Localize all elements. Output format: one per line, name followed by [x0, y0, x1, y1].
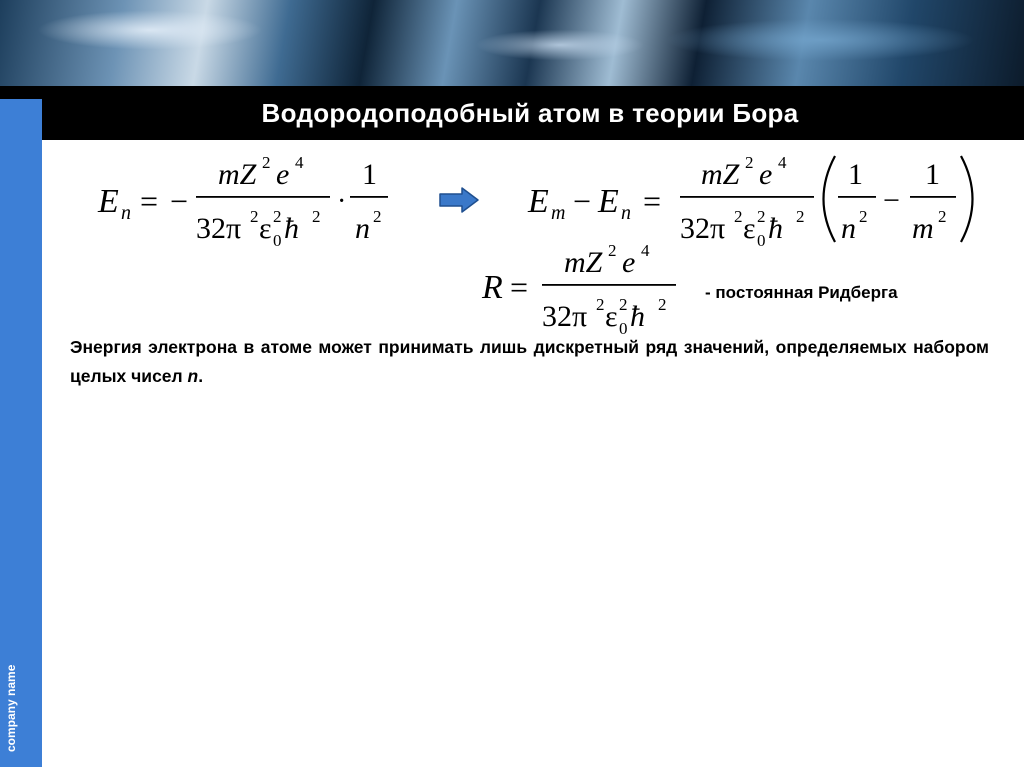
svg-text:2: 2 — [619, 295, 628, 314]
svg-text:1: 1 — [925, 158, 940, 191]
svg-text:4: 4 — [778, 153, 787, 172]
svg-text:m: m — [912, 212, 934, 245]
svg-text:=: = — [510, 269, 529, 305]
transition-energy-formula — [527, 153, 973, 250]
svg-text:ħ: ħ — [768, 212, 783, 245]
paragraph-text: Энергия электрона в атоме может принимать лишь дискретный ряд значений, определяемых набором целых чисел — [70, 337, 989, 386]
energy-description-paragraph — [70, 333, 989, 391]
svg-text:32π: 32π — [196, 212, 242, 245]
svg-text:E: E — [98, 183, 119, 220]
svg-text:−: − — [573, 183, 592, 219]
right-arrow-icon — [438, 186, 480, 219]
svg-text:2: 2 — [938, 207, 947, 226]
svg-text:R: R — [482, 269, 503, 306]
svg-text:1: 1 — [848, 158, 863, 191]
svg-text:ħ: ħ — [284, 212, 299, 245]
svg-text:0: 0 — [757, 231, 766, 250]
svg-text:2: 2 — [734, 207, 743, 226]
svg-text:2: 2 — [608, 241, 617, 260]
svg-text:2: 2 — [250, 207, 259, 226]
svg-text:n: n — [355, 212, 370, 245]
svg-text:ε: ε — [605, 300, 618, 333]
svg-text:2: 2 — [658, 295, 667, 314]
svg-text:e: e — [622, 246, 636, 279]
svg-text:4: 4 — [641, 241, 650, 260]
svg-text:4: 4 — [295, 153, 304, 172]
svg-text:mZ: mZ — [564, 246, 603, 279]
svg-text:32π: 32π — [680, 212, 726, 245]
rydberg-constant-label: - постоянная Ридберга — [705, 283, 898, 302]
svg-text:2: 2 — [757, 207, 766, 226]
company-name-label: company name — [4, 664, 18, 752]
svg-text:·: · — [337, 186, 347, 217]
svg-text:−: − — [170, 183, 189, 219]
svg-text:2: 2 — [312, 207, 321, 226]
svg-text:1: 1 — [362, 158, 377, 191]
svg-text:32π: 32π — [542, 300, 588, 333]
svg-text:n: n — [841, 212, 856, 245]
svg-text:2: 2 — [596, 295, 605, 314]
svg-text:ε: ε — [259, 212, 272, 245]
svg-text:2: 2 — [745, 153, 754, 172]
svg-text:−: − — [883, 184, 900, 217]
svg-text:2: 2 — [373, 207, 382, 226]
slide-title: Водородоподобный атом в теории Бора — [261, 98, 799, 128]
svg-text:2: 2 — [796, 207, 805, 226]
svg-text:mZ: mZ — [218, 158, 257, 191]
svg-text:mZ: mZ — [701, 158, 740, 191]
svg-text:E: E — [598, 183, 619, 220]
svg-text:2: 2 — [262, 153, 271, 172]
paragraph-end: . — [198, 366, 204, 386]
svg-text:ħ: ħ — [630, 300, 645, 333]
svg-text:=: = — [643, 183, 662, 219]
energy-level-formula — [97, 153, 388, 250]
svg-text:e: e — [276, 158, 290, 191]
svg-text:0: 0 — [619, 319, 628, 338]
svg-text:2: 2 — [273, 207, 282, 226]
svg-text:m: m — [551, 202, 566, 224]
svg-text:ε: ε — [743, 212, 756, 245]
svg-text:2: 2 — [859, 207, 868, 226]
svg-text:0: 0 — [273, 231, 282, 250]
svg-text:e: e — [759, 158, 773, 191]
svg-text:n: n — [621, 202, 631, 224]
svg-text:=: = — [140, 183, 159, 219]
svg-text:n: n — [121, 202, 131, 224]
rydberg-formula — [481, 241, 676, 338]
paragraph-variable: n — [187, 366, 199, 386]
svg-text:E: E — [528, 183, 549, 220]
